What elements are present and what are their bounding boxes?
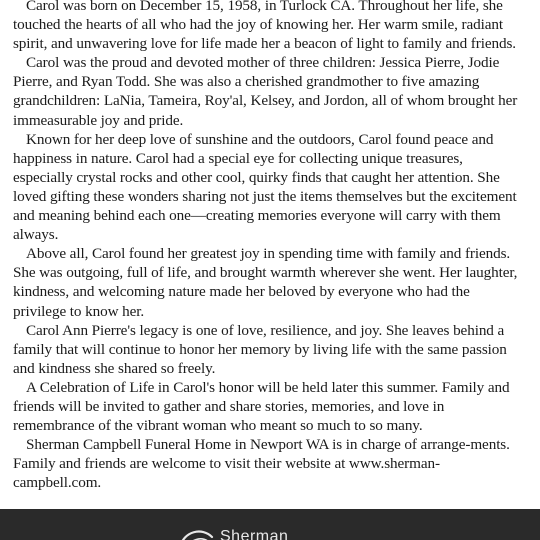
paragraph-family: Carol was the proud and devoted mother of three children: Jessica Pierre, Jodie Pierre, and Ryan Todd. She was also a cherished grandmother to five amazing grandchildren: LaNia, Tameira, Roy'al, Kelsey, and Jordon, all of whom brought her immeasurable joy and pride. [13, 54, 518, 129]
paragraph-joy: Above all, Carol found her greatest joy in spending time with family and friends. She was outgoing, full of life, and brought warmth wherever she went. Her laughter, kindness, and welcoming nature made her beloved by everyone who had the privilege to know her. [13, 245, 518, 320]
paragraph-interests: Known for her deep love of sunshine and the outdoors, Carol found peace and happiness in nature. Carol had a special eye for collecting unique treasures, especially crystal rocks and other cool, quirky finds that caught her attention. She loved gifting these wonders sharing not just the items themselves but the excitement and meaning behind each one—creating memories everyone will carry with them always. [13, 130, 517, 244]
paragraph-legacy: Carol Ann Pierre's legacy is one of love, resilience, and joy. She leaves behind a family that will continue to honor her memory by living life with the same passion and kindness she shared so freely. [13, 321, 507, 377]
paragraph-celebration: A Celebration of Life in Carol's honor will be held later this summer. Family and friends will be invited to gather and share stories, memories, and love in remembrance of the vibrant woman who meant so much to so many. [13, 378, 510, 435]
funeral-home-footer [0, 509, 540, 540]
funeral-home-logo-icon [176, 525, 216, 540]
paragraph-birth: Carol was born on December 15, 1958, in Turlock CA. Throughout her life, she touched the hearts of all who had the joy of knowing her. Her warm smile, radiant spirit, and unwavering love for life made her a beacon of light to family and friends. [13, 0, 516, 53]
paragraph-arrangements: Sherman Campbell Funeral Home in Newport WA is in charge of arrange-ments. Family and friends are welcome to visit their website at www.sherman-campbell.com. [13, 436, 510, 492]
funeral-home-logo-text: Sherman [220, 528, 289, 540]
